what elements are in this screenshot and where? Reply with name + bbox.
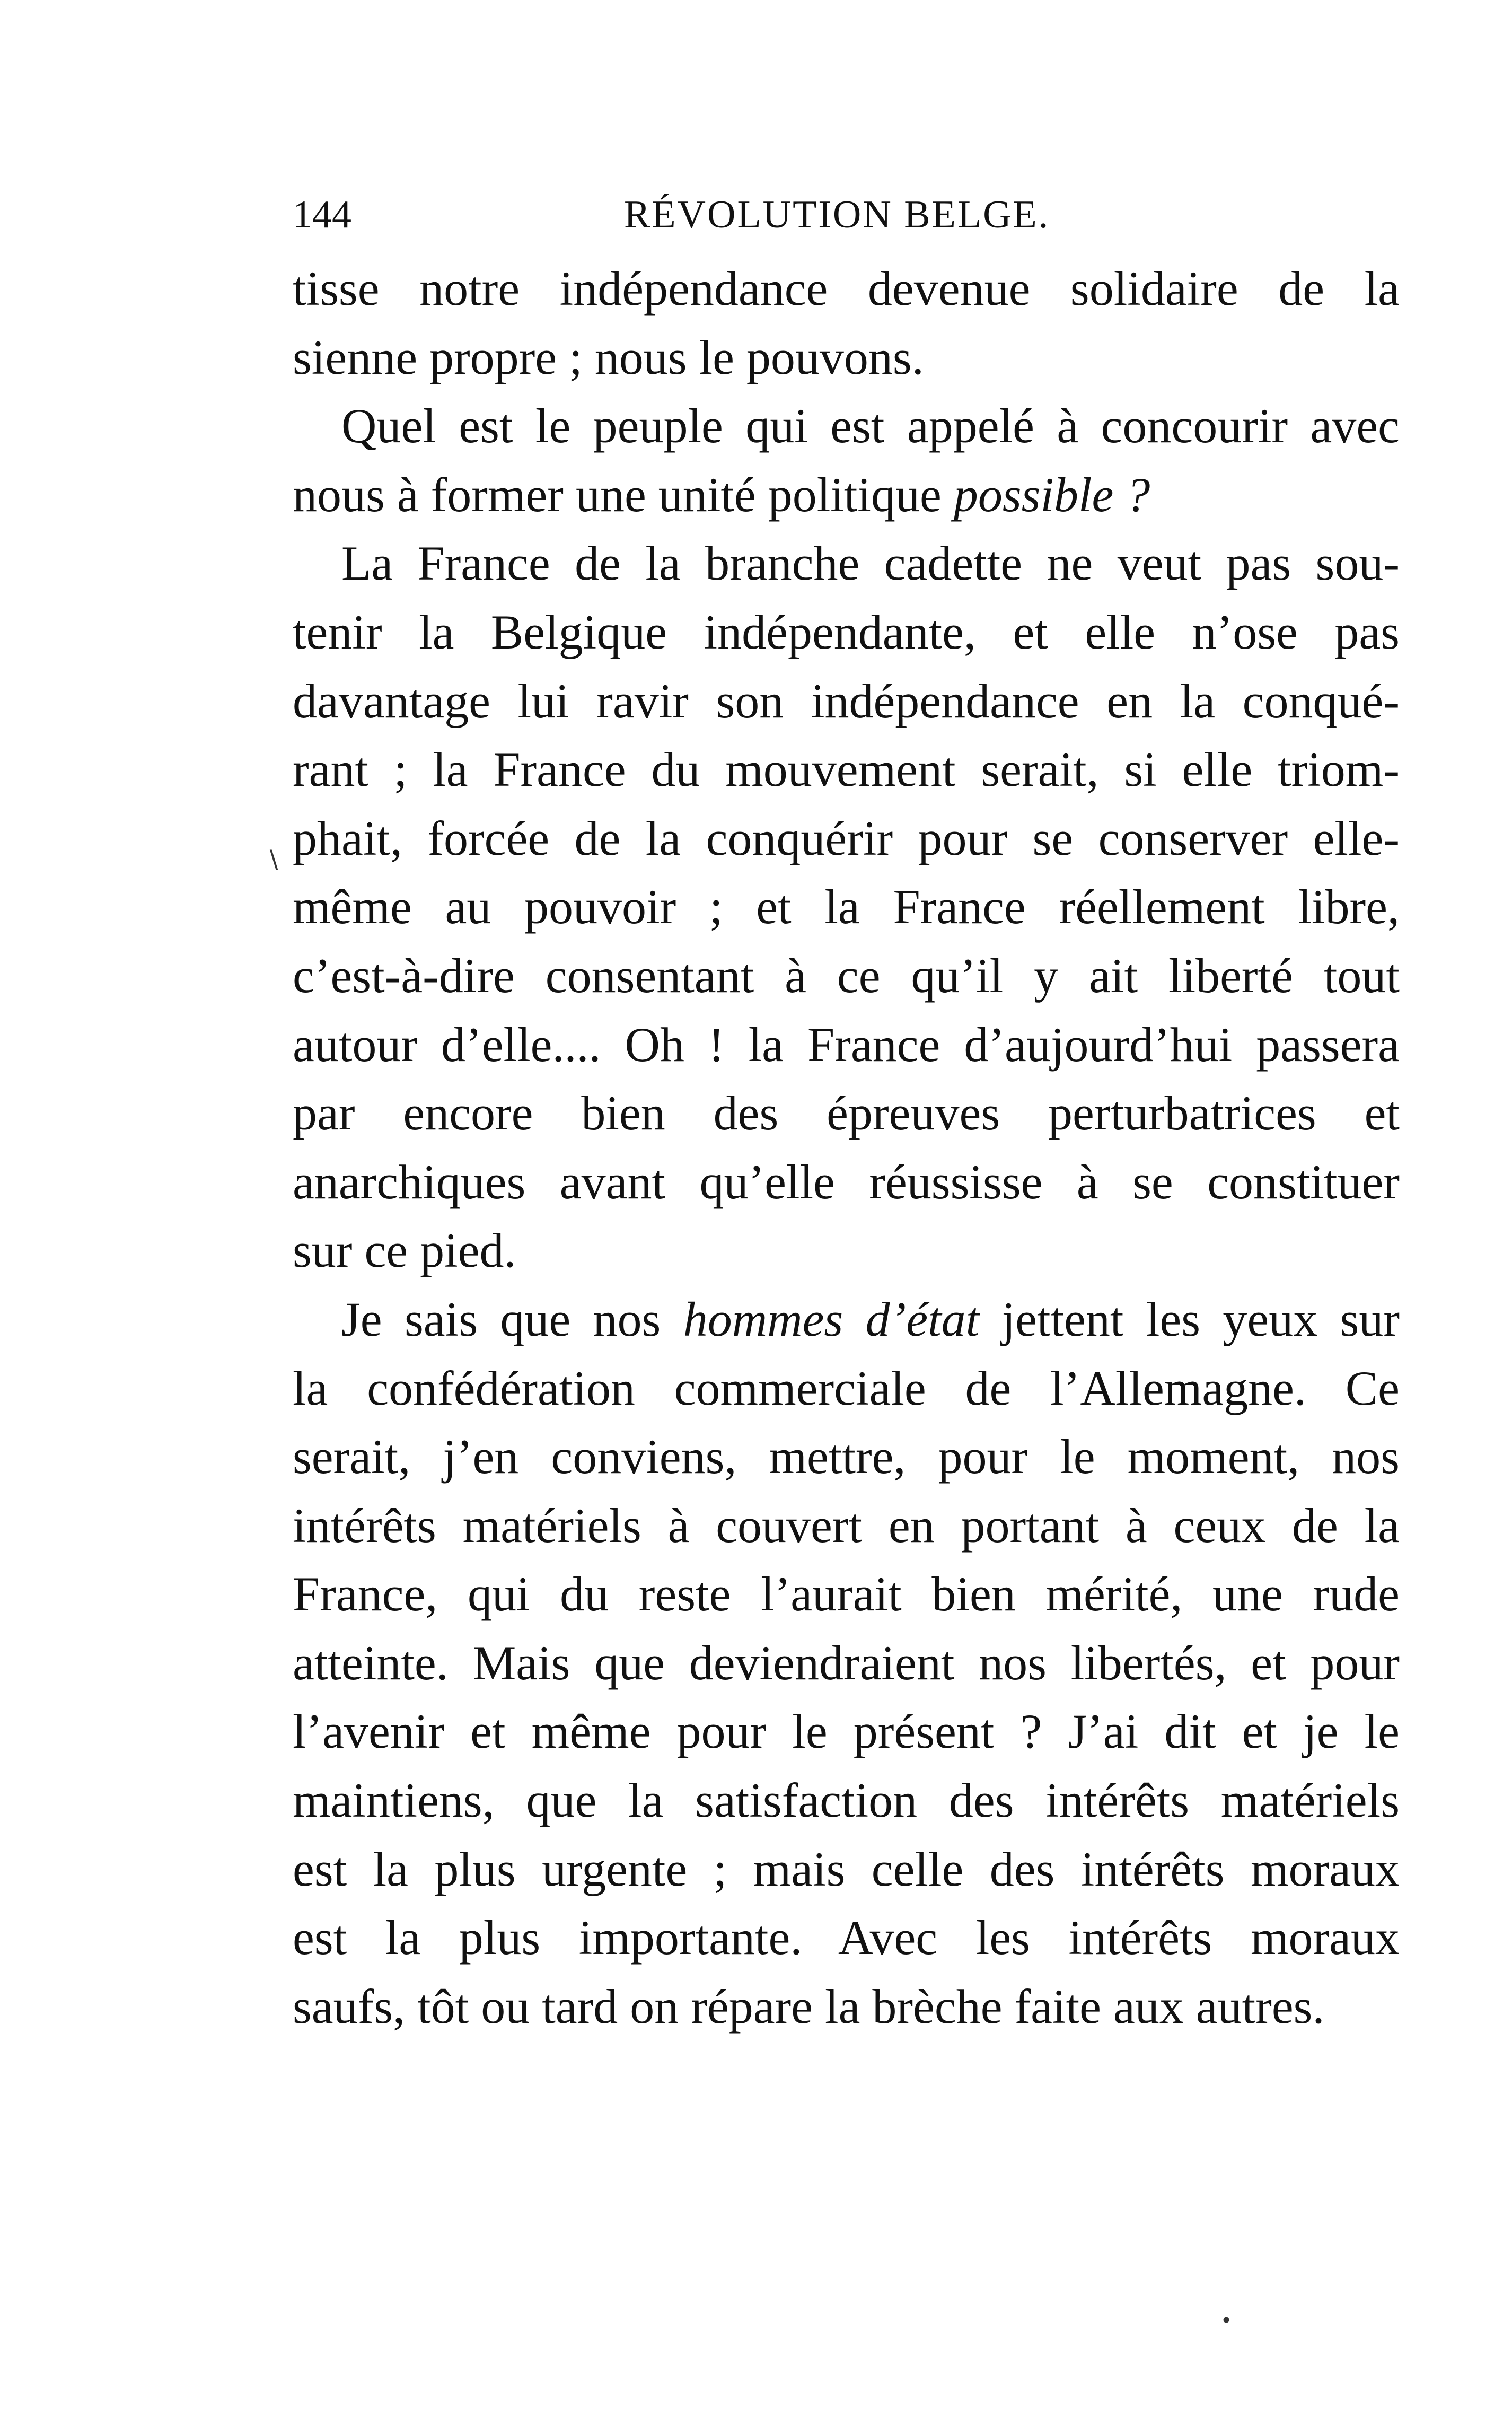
text-line: serait, j’en conviens, mettre, pour le moment, nos: [293, 1430, 1400, 1484]
text-line: c’est-à-dire consentant à ce qu’il y ait liberté tout: [293, 948, 1400, 1003]
text-line: la confédération commerciale de l’Allemagne. Ce: [293, 1361, 1400, 1415]
text-line: même au pouvoir ; et la France réellement libre,: [293, 880, 1400, 934]
running-title: RÉVOLUTION BELGE.: [624, 193, 1050, 236]
text-line: atteinte. Mais que deviendraient nos libertés, et pour: [293, 1635, 1400, 1690]
text-line: saufs, tôt ou tard on répare la brèche faite aux autres.: [293, 1979, 1325, 2034]
margin-tick-mark: ∖: [265, 847, 281, 874]
text-line: anarchiques avant qu’elle réussisse à se constituer: [293, 1154, 1400, 1209]
text-line: tenir la Belgique indépendante, et elle n’ose pas: [293, 604, 1400, 659]
stray-ink-dot: •: [1222, 2306, 1231, 2333]
paragraph-start-line: Quel est le peuple qui est appelé à concourir avec: [341, 399, 1400, 453]
text-line: tisse notre indépendance devenue solidaire de la: [293, 261, 1400, 316]
italic-emphasis: possible ?: [953, 467, 1150, 522]
text-line: autour d’elle.... Oh ! la France d’aujourd’hui passera: [293, 1017, 1400, 1072]
text-line: France, qui du reste l’aurait bien mérité, une rude: [293, 1567, 1400, 1622]
text-line: davantage lui ravir son indépendance en la conqué-: [293, 673, 1400, 728]
page-number: 144: [293, 193, 351, 236]
text-line: sienne propre ; nous le pouvons.: [293, 330, 924, 384]
text-line: par encore bien des épreuves perturbatrices et: [293, 1086, 1400, 1141]
text-line: maintiens, que la satisfaction des intérêts matériels: [293, 1773, 1400, 1828]
text-line: nous à former une unité politique possible ?: [293, 467, 1150, 522]
text-line: sur ce pied.: [293, 1223, 516, 1278]
text-line: rant ; la France du mouvement serait, si elle triom-: [293, 742, 1400, 797]
text-line: phait, forcée de la conquérir pour se conserver elle-: [293, 811, 1400, 865]
text-line: l’avenir et même pour le présent ? J’ai dit et je le: [293, 1704, 1400, 1759]
text-line: intérêts matériels à couvert en portant à ceux de la: [293, 1498, 1400, 1553]
paragraph-start-line: Je sais que nos hommes d’état jettent les yeux sur: [341, 1292, 1400, 1346]
running-head: [293, 183, 1400, 247]
text-line: est la plus importante. Avec les intérêts moraux: [293, 1911, 1400, 1965]
paragraph-start-line: La France de la branche cadette ne veut pas sou-: [341, 536, 1400, 591]
body-text: [293, 255, 1400, 2041]
italic-emphasis: hommes d’état: [683, 1292, 980, 1346]
text-line: est la plus urgente ; mais celle des intérêts moraux: [293, 1842, 1400, 1896]
